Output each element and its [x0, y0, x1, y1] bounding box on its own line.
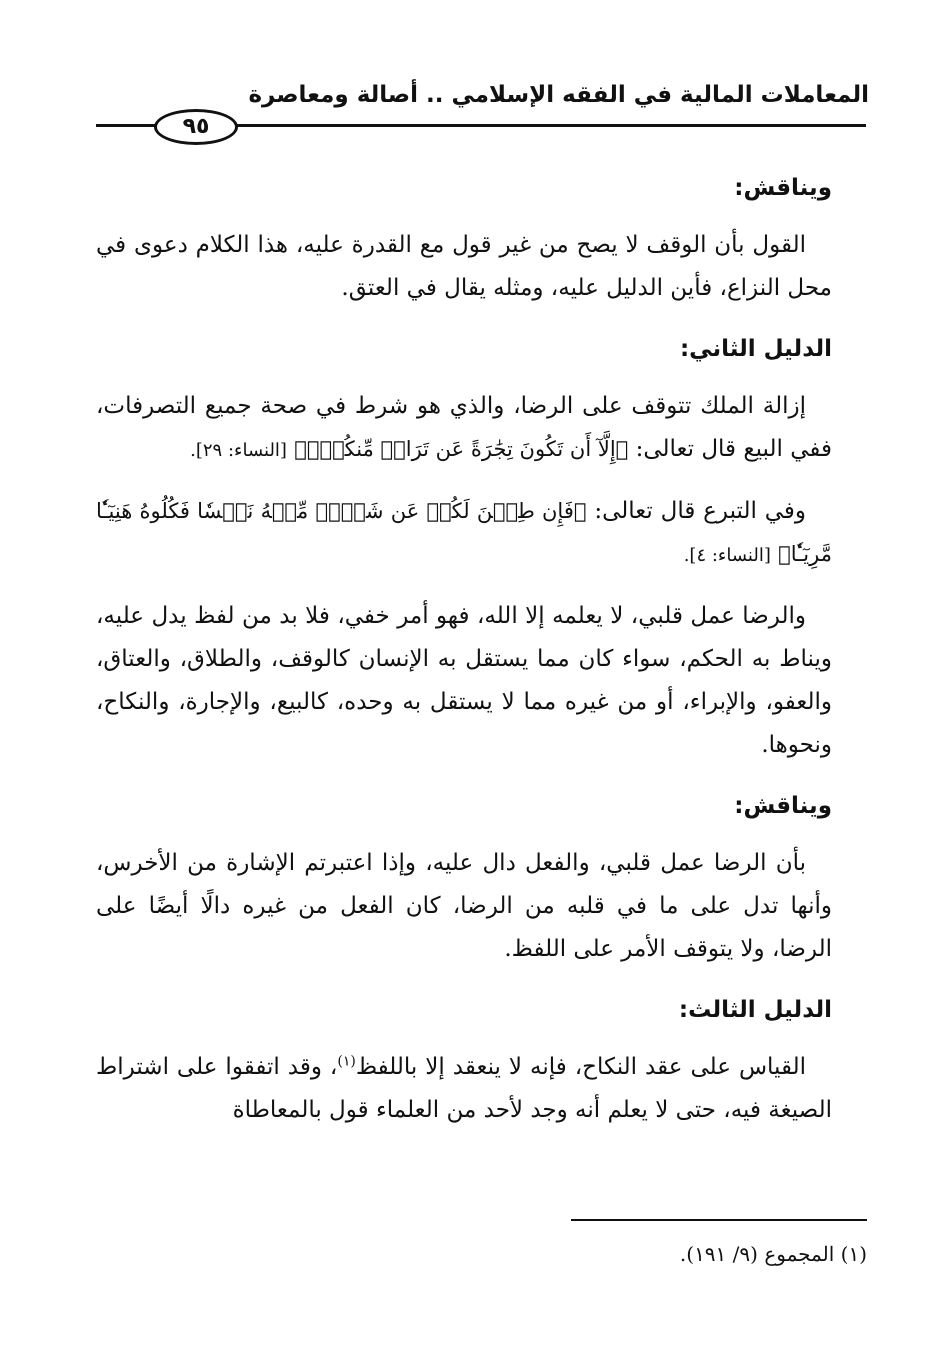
section-heading-second-evidence: الدليل الثاني: — [679, 336, 832, 362]
section-heading-discussion-2: ويناقش: — [734, 793, 832, 819]
paragraph-4: والرضا عمل قلبي، لا يعلمه إلا الله، فهو أمر خفي، فلا بد من لفظ يدل عليه، ويناط به الحكم، سواء كان مما يستقل به الإنسان كالوقف، والطلاق، والعتاق، والعفو، والإبراء، أو من غيره مما لا يستقل به وحده، كالبيع، والإجارة، والنكاح، ونحوها. — [96, 603, 832, 758]
footnote-rule — [571, 1219, 867, 1221]
running-title: المعاملات المالية في الفقه الإسلامي .. أصالة ومعاصرة — [248, 82, 869, 108]
footnote: (١) المجموع (٩/ ١٩١). — [679, 1242, 867, 1266]
paragraph-6 — [96, 1046, 832, 1132]
paragraph-2-text: إزالة الملك تتوقف على الرضا، والذي هو شرط في صحة جميع التصرفات، ففي البيع قال تعالى: — [96, 393, 832, 462]
paragraph-6-text-start: القياس على عقد النكاح، فإنه لا ينعقد إلا باللفظ — [355, 1054, 807, 1080]
verse-reference-1: [النساء: ٢٩]. — [190, 440, 287, 461]
paragraph-3 — [96, 490, 832, 577]
paragraph-1: القول بأن الوقف لا يصح من غير قول مع القدرة عليه، هذا الكلام دعوى في محل النزاع، فأين الدليل عليه، ومثله يقال في العتق. — [96, 232, 832, 301]
paragraph-5: بأن الرضا عمل قلبي، والفعل دال عليه، وإذا اعتبرتم الإشارة من الأخرس، وأنها تدل على ما في قلبه من الرضا، كان الفعل من غيره دالًا أيضًا على الرضا، ولا يتوقف الأمر على اللفظ. — [96, 850, 832, 962]
quran-verse-2: ﴿فَإِن طِبۡنَ لَكُمۡ عَن شَيۡءٖ مِّنۡهُ نَفۡسٗا فَكُلُوهُ هَنِيٓـٔٗا مَّرِيٓـٔٗا﴾ — [96, 499, 832, 566]
page-body — [96, 167, 832, 1150]
verse-reference-2: [النساء: ٤]. — [683, 545, 771, 566]
paragraph-6-text-end: ، وقد اتفقوا على اشتراط الصيغة فيه، حتى لا يعلم أنه وجد لأحد من العلماء قول بالمعاطاة — [96, 1054, 832, 1123]
paragraph-3-text: وفي التبرع قال تعالى: — [594, 498, 807, 524]
section-heading-third-evidence: الدليل الثالث: — [678, 997, 832, 1023]
footnote-marker[interactable]: (١) — [337, 1053, 356, 1070]
paragraph-2 — [96, 385, 832, 472]
section-heading-discussion-1: ويناقش: — [734, 175, 832, 201]
page-number: ٩٥ — [154, 109, 238, 145]
quran-verse-1: ﴿إِلَّآ أَن تَكُونَ تِجَٰرَةً عَن تَرَاضٖ مِّنكُمۡۚ﴾ — [294, 437, 629, 461]
